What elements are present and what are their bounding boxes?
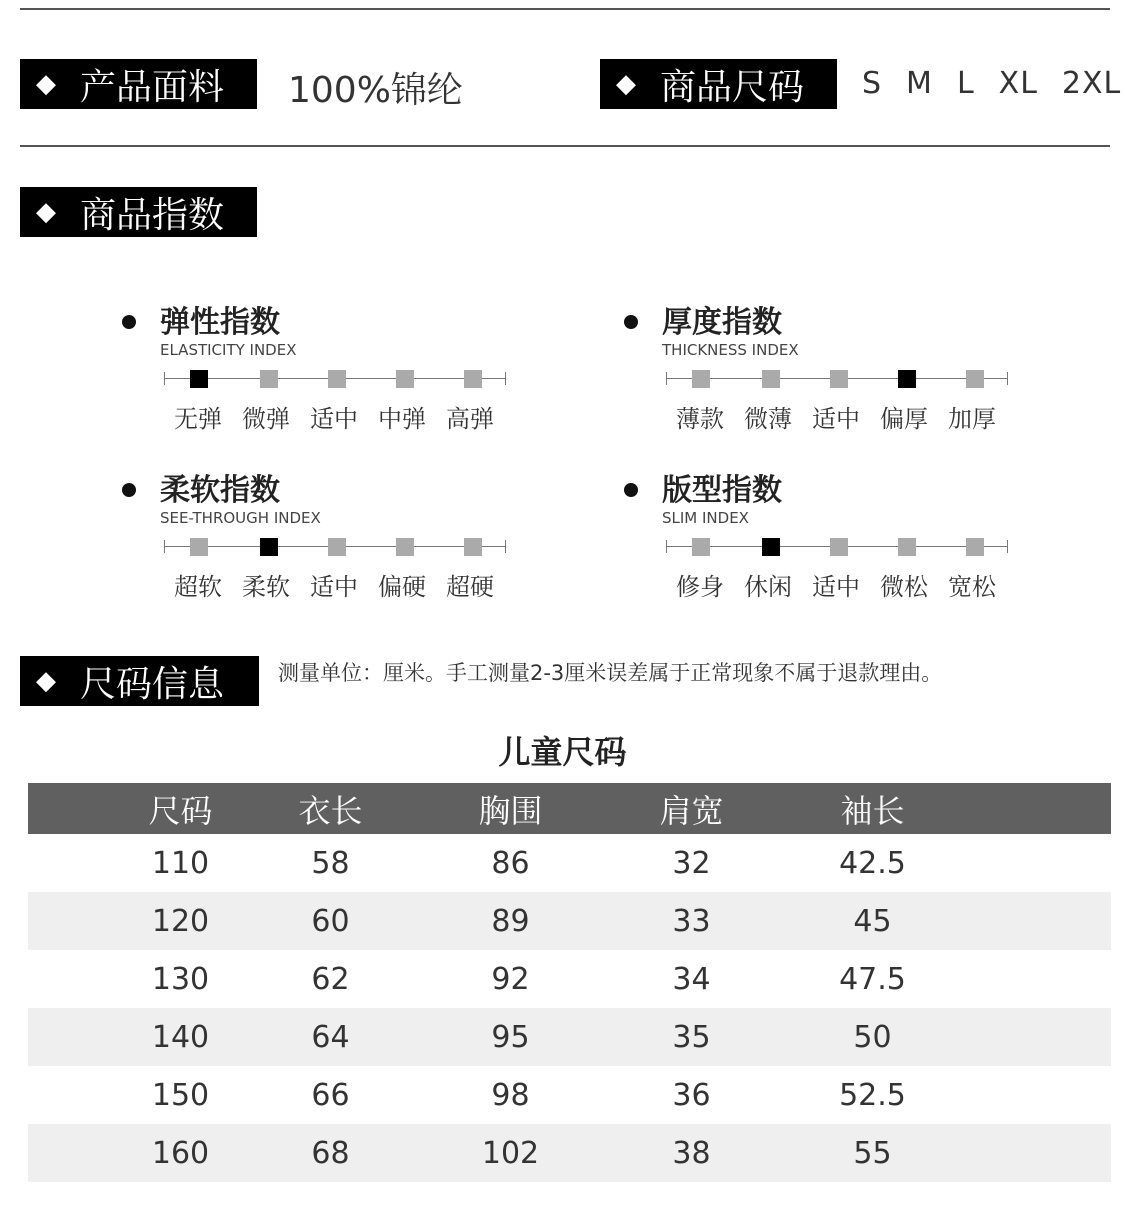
table-cell: 89 [491, 903, 530, 939]
table-cell: 55 [853, 1135, 892, 1171]
table-row [28, 1008, 1111, 1066]
table-cell: 52.5 [839, 1077, 906, 1113]
scale-label: 微弹 [242, 405, 290, 433]
table-cell: 86 [491, 845, 530, 881]
scale-marker [328, 538, 346, 556]
scale-label: 高弹 [446, 405, 494, 433]
scale-label: 中弹 [378, 405, 426, 433]
table-cell: 102 [481, 1135, 540, 1171]
table-cell: 98 [491, 1077, 530, 1113]
index-subtitle: SLIM INDEX [662, 509, 749, 527]
scale-marker [190, 370, 208, 388]
scale-marker [464, 538, 482, 556]
bullet-icon [122, 315, 136, 329]
header-cell: 袖长 [840, 791, 905, 830]
scale-label: 微薄 [744, 405, 792, 433]
table-cell: 34 [672, 961, 711, 997]
scale-marker [464, 370, 482, 388]
size-option: L [956, 66, 975, 101]
scale-labels [174, 399, 514, 434]
size-option: M [906, 66, 933, 101]
scale-marker [830, 370, 848, 388]
index-title: 柔软指数 [160, 473, 280, 508]
table-cell: 110 [151, 845, 210, 881]
scale-marker [260, 370, 278, 388]
table-cell: 95 [491, 1019, 530, 1055]
scale-marker [762, 370, 780, 388]
table-cell: 68 [311, 1135, 350, 1171]
size-option: S [862, 66, 883, 101]
scale-marker [396, 370, 414, 388]
table-cell: 66 [311, 1077, 350, 1113]
table-cell: 130 [151, 961, 210, 997]
scale-label: 柔软 [242, 573, 290, 601]
scale-marker [692, 370, 710, 388]
scale-tick [505, 540, 506, 553]
table-cell: 92 [491, 961, 530, 997]
index-subtitle: SEE-THROUGH INDEX [160, 509, 321, 527]
scale-labels [174, 567, 514, 602]
scale-tick [164, 372, 165, 385]
index-subtitle: THICKNESS INDEX [662, 341, 799, 359]
bullet-icon [624, 315, 638, 329]
size-info-label: 尺码信息 [80, 663, 225, 705]
table-header [28, 783, 1111, 834]
scale-label: 休闲 [744, 573, 792, 601]
size-table [28, 783, 1111, 1182]
scale-tick [1007, 540, 1008, 553]
section-divider [20, 145, 1110, 147]
scale-label: 修身 [676, 573, 724, 601]
product-size-tag [600, 59, 837, 109]
header-cell: 衣长 [298, 791, 363, 830]
index-section-tag [20, 187, 257, 237]
table-cell: 160 [151, 1135, 210, 1171]
scale-label: 薄款 [676, 405, 724, 433]
diamond-icon: ◆ [36, 69, 56, 99]
table-cell: 33 [672, 903, 711, 939]
index-scale [164, 367, 506, 391]
size-option: 2XL [1061, 66, 1122, 101]
scale-label: 适中 [310, 405, 358, 433]
scale-marker [898, 370, 916, 388]
size-list [862, 66, 1121, 101]
table-row [28, 1066, 1111, 1124]
bullet-icon [122, 483, 136, 497]
index-title: 弹性指数 [160, 305, 280, 340]
scale-marker [190, 538, 208, 556]
index-section-label: 商品指数 [80, 194, 225, 236]
scale-tick [164, 540, 165, 553]
diamond-icon: ◆ [36, 666, 56, 696]
scale-label: 偏厚 [880, 405, 928, 433]
scale-label: 适中 [812, 405, 860, 433]
scale-label: 宽松 [948, 573, 996, 601]
scale-marker [260, 538, 278, 556]
scale-label: 超硬 [446, 573, 494, 601]
scale-marker [966, 370, 984, 388]
scale-labels [676, 567, 1016, 602]
scale-label: 适中 [310, 573, 358, 601]
top-divider [20, 8, 1110, 10]
table-cell: 47.5 [839, 961, 906, 997]
size-info-tag [20, 656, 259, 706]
table-cell: 58 [311, 845, 350, 881]
index-scale [666, 535, 1008, 559]
scale-marker [898, 538, 916, 556]
scale-tick [666, 540, 667, 553]
table-cell: 120 [151, 903, 210, 939]
measurement-note: 测量单位：厘米。手工测量2-3厘米误差属于正常现象不属于退款理由。 [278, 661, 943, 685]
scale-marker [396, 538, 414, 556]
table-row [28, 892, 1111, 950]
scale-marker [328, 370, 346, 388]
size-option: XL [998, 66, 1038, 101]
scale-labels [676, 399, 1016, 434]
index-scale [164, 535, 506, 559]
diamond-icon: ◆ [616, 69, 636, 99]
table-cell: 50 [853, 1019, 892, 1055]
fabric-label: 产品面料 [80, 66, 225, 108]
table-row [28, 1124, 1111, 1182]
table-cell: 32 [672, 845, 711, 881]
scale-marker [692, 538, 710, 556]
header-cell: 肩宽 [659, 791, 724, 830]
scale-label: 超软 [174, 573, 222, 601]
scale-label: 无弹 [174, 405, 222, 433]
scale-label: 微松 [880, 573, 928, 601]
scale-tick [505, 372, 506, 385]
table-body [28, 834, 1111, 1182]
diamond-icon: ◆ [36, 197, 56, 227]
fabric-value: 100%锦纶 [288, 70, 463, 111]
scale-marker [830, 538, 848, 556]
table-cell: 45 [853, 903, 892, 939]
index-scale [666, 367, 1008, 391]
index-subtitle: ELASTICITY INDEX [160, 341, 297, 359]
product-size-label: 商品尺码 [660, 66, 805, 108]
header-cell: 胸围 [478, 791, 543, 830]
scale-label: 偏硬 [378, 573, 426, 601]
table-cell: 42.5 [839, 845, 906, 881]
scale-tick [666, 372, 667, 385]
slim-index [624, 473, 994, 613]
bullet-icon [624, 483, 638, 497]
table-cell: 150 [151, 1077, 210, 1113]
scale-marker [762, 538, 780, 556]
table-cell: 35 [672, 1019, 711, 1055]
index-title: 厚度指数 [662, 305, 782, 340]
elasticity-index [122, 305, 492, 445]
table-cell: 62 [311, 961, 350, 997]
thickness-index [624, 305, 994, 445]
table-cell: 140 [151, 1019, 210, 1055]
header-cell: 尺码 [148, 791, 213, 830]
softness-index [122, 473, 492, 613]
table-cell: 36 [672, 1077, 711, 1113]
scale-tick [1007, 372, 1008, 385]
table-cell: 38 [672, 1135, 711, 1171]
scale-label: 加厚 [948, 405, 996, 433]
table-row [28, 834, 1111, 892]
scale-label: 适中 [812, 573, 860, 601]
table-cell: 60 [311, 903, 350, 939]
table-cell: 64 [311, 1019, 350, 1055]
size-table-title: 儿童尺码 [498, 733, 627, 771]
scale-marker [966, 538, 984, 556]
table-row [28, 950, 1111, 1008]
fabric-tag [20, 59, 257, 109]
index-title: 版型指数 [662, 473, 782, 508]
